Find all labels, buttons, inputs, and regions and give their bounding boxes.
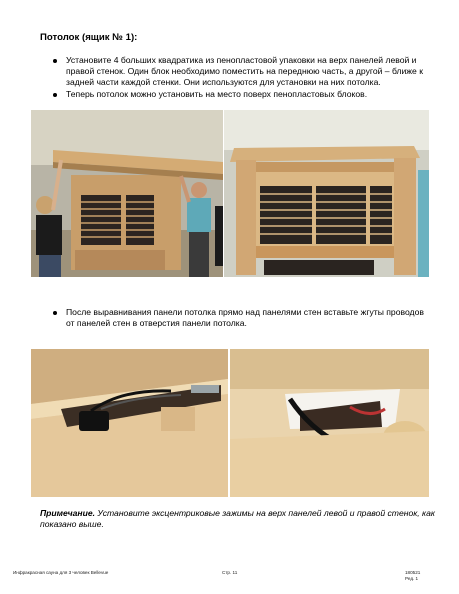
bullet-icon	[53, 311, 57, 315]
footer-code: 180521	[405, 570, 421, 575]
footer-revision: Ред. 1	[405, 576, 419, 581]
list-item-text: Теперь потолок можно установить на место поверх пенопластовых блоков.	[66, 89, 368, 99]
photo-ceiling-placed	[224, 110, 429, 277]
instructions-list-top	[48, 55, 433, 101]
instructions-list-bottom	[48, 307, 433, 330]
bullet-icon	[53, 59, 57, 63]
list-item	[48, 55, 433, 88]
note-label: Примечание.	[40, 508, 95, 518]
footer-product: Инфракрасная сауна для 3 человек Bellevue	[13, 570, 109, 575]
footer-doc-code	[405, 570, 420, 582]
footer-page-number: Стр. 11	[222, 570, 238, 575]
section-heading: Потолок (ящик № 1):	[40, 32, 138, 43]
list-item	[48, 89, 433, 100]
photo-wire-harness-left	[31, 349, 228, 497]
list-item	[48, 307, 433, 329]
list-item-text: После выравнивания панели потолка прямо над панелями стен вставьте жгуты проводов от панелей стен в отверстия панели потолка.	[66, 307, 424, 328]
list-item-text: Установите 4 больших квадратика из пенопластовой упаковки на верх панелей левой и правой стенок. Один блок необходимо поместить на переднюю часть, а другой – ближе к задней части каждой стенки. Они используются для установки на них потолка.	[66, 55, 423, 87]
photo-lifting-ceiling	[31, 110, 223, 277]
note-text: Установите эксцентриковые зажимы на верх панелей левой и правой стенок, как показано выше.	[40, 508, 435, 529]
photo-wire-harness-right	[230, 349, 429, 497]
note-paragraph	[40, 508, 435, 530]
bullet-icon	[53, 93, 57, 97]
